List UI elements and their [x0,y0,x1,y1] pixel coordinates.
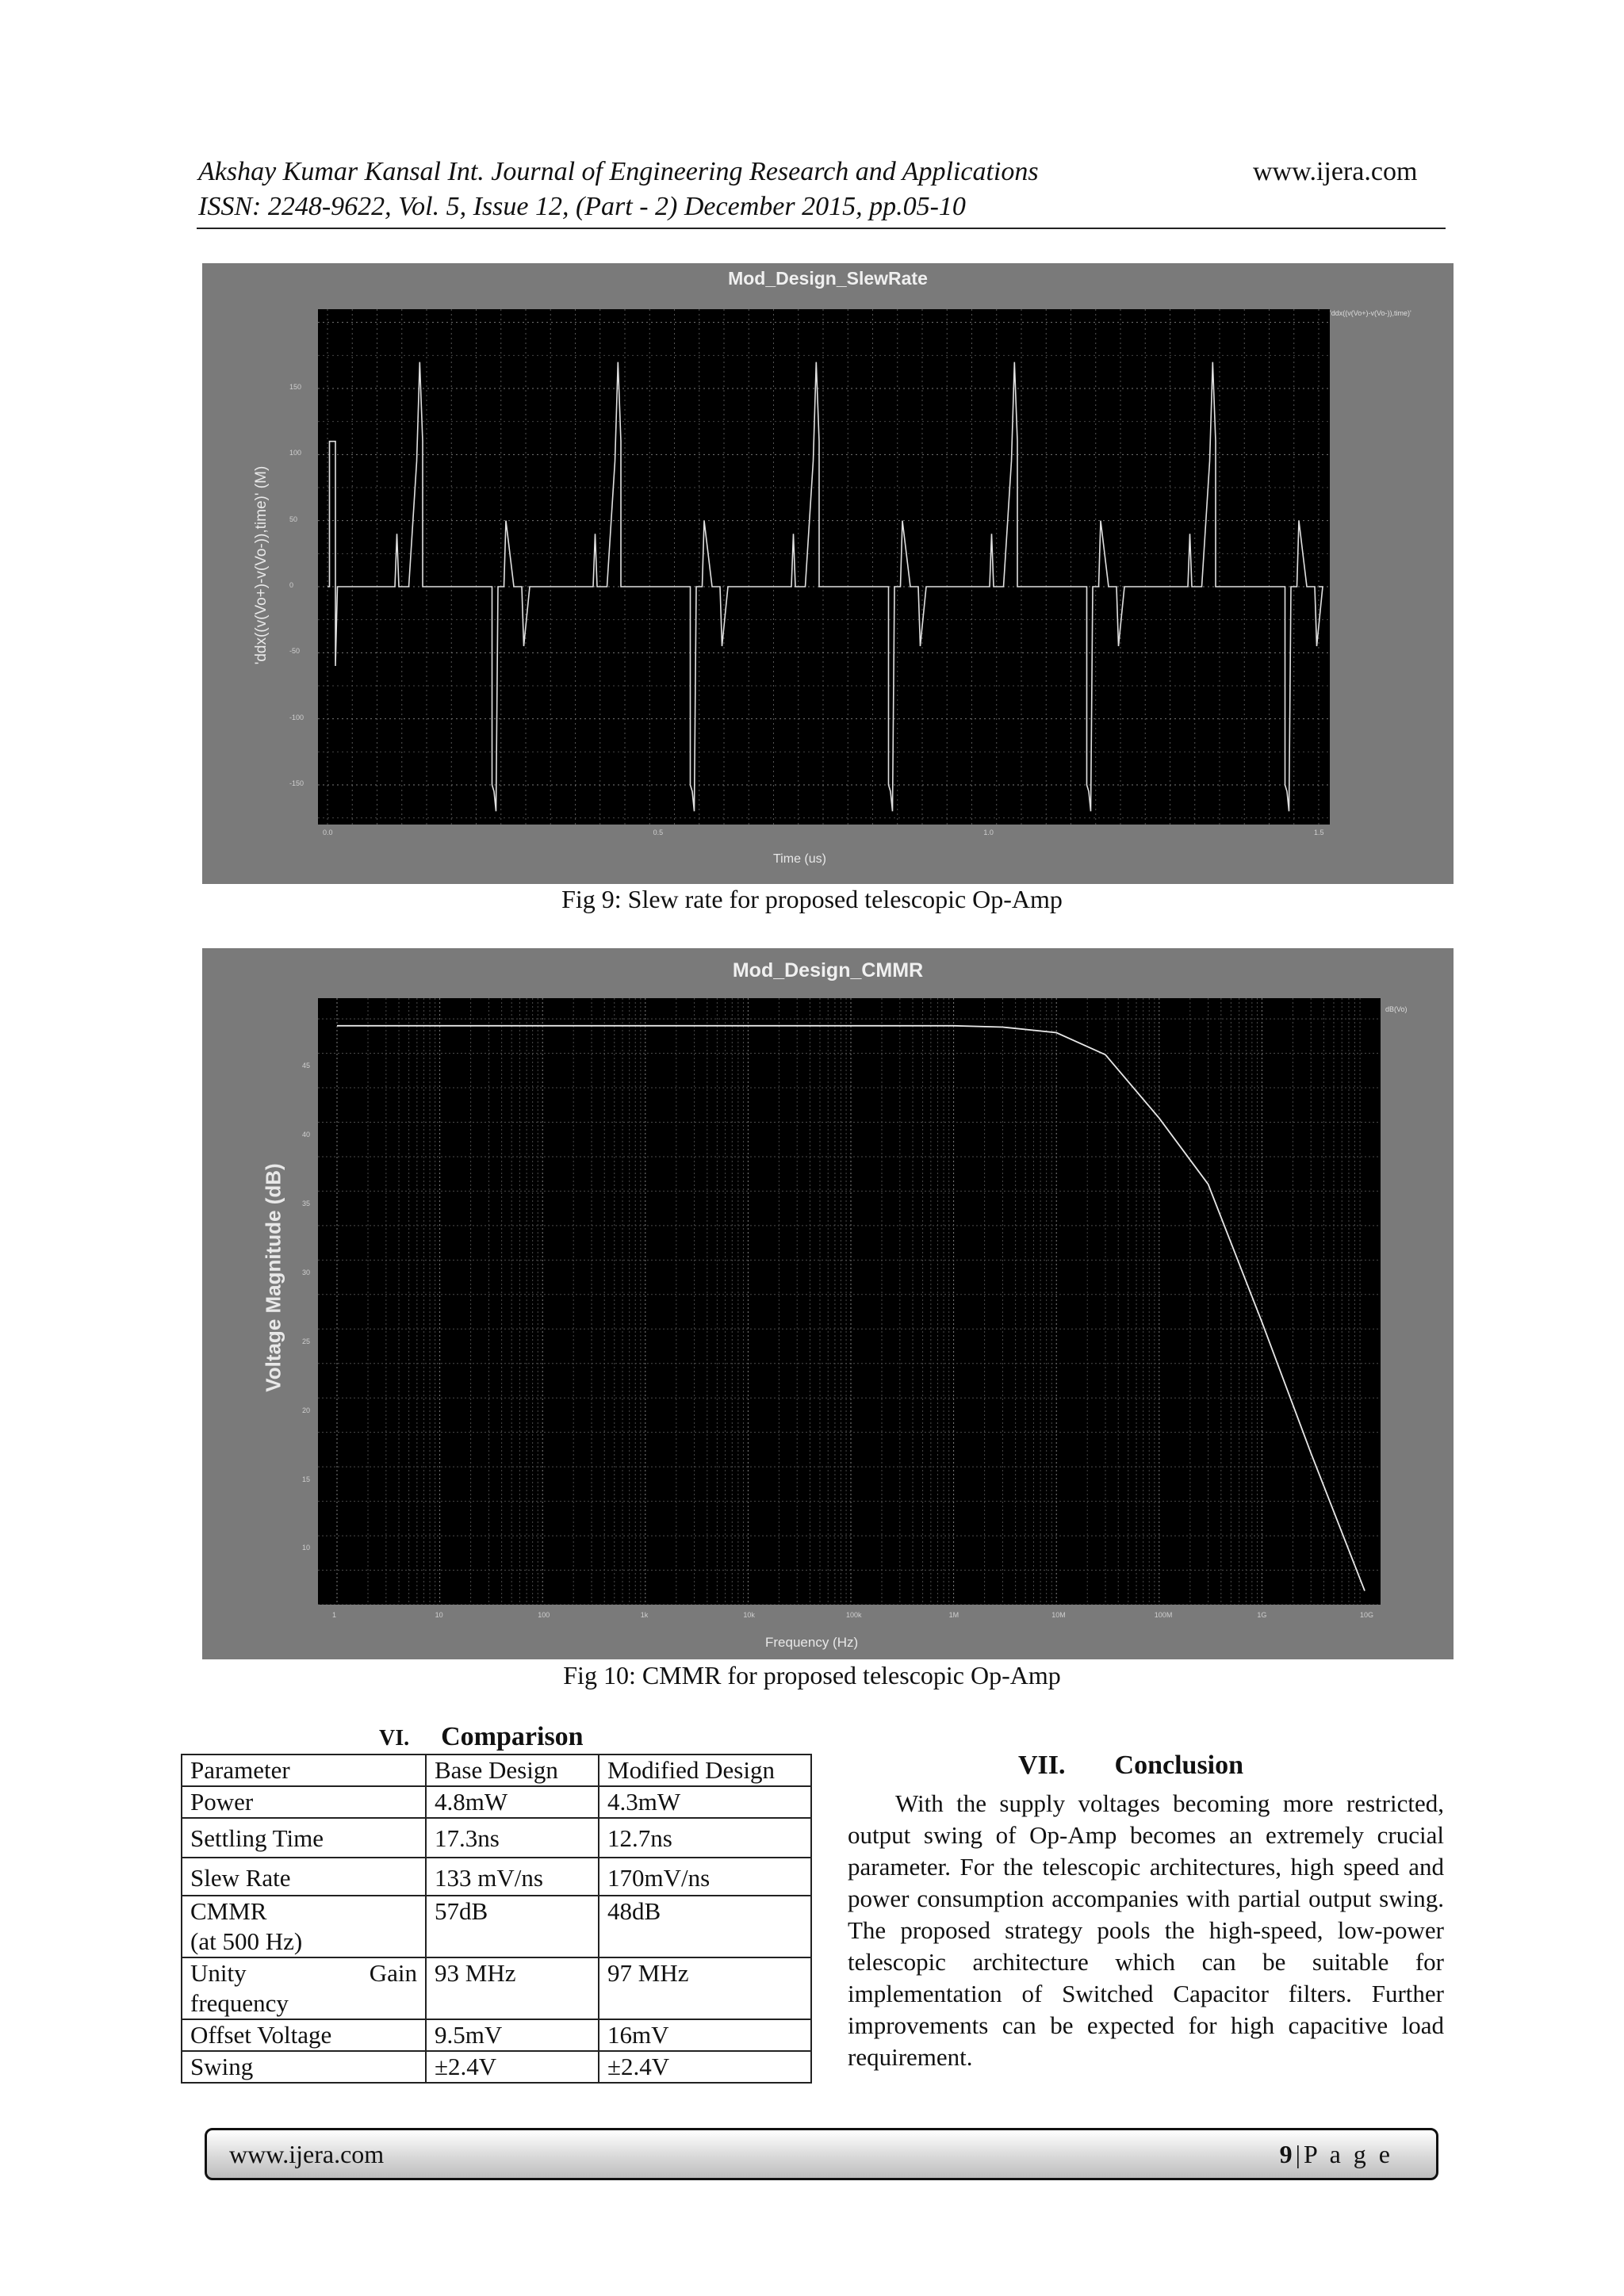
y-tick-label: 35 [302,1199,311,1207]
table-cell [182,1957,426,2019]
x-axis-label: Frequency (Hz) [765,1635,859,1650]
x-tick-label: 1k [640,1611,649,1619]
y-tick-label: 30 [302,1268,311,1276]
slew-rate-series-line [327,362,1323,812]
y-tick-label: 50 [289,515,298,523]
x-tick-label: 10M [1051,1611,1066,1619]
table-header-row [182,1755,811,1786]
table-cell: 9.5mV [426,2019,599,2051]
section-vi-heading [379,1722,584,1752]
header-rule [197,228,1446,229]
figure-slew-rate [202,263,1454,884]
y-tick-label: 45 [302,1061,311,1070]
y-axis-label: Voltage Magnitude (dB) [261,1163,285,1392]
table-cell: 57dB [426,1896,599,1957]
chart-title: Mod_Design_CMMR [732,959,924,982]
table-header: Base Design [426,1755,599,1786]
x-tick-label: 100 [538,1611,550,1619]
table-cell: ±2.4V [426,2051,599,2083]
cell-line [190,1958,417,1988]
figure-cmmr [202,948,1454,1659]
table-cell: Swing [182,2051,426,2083]
y-tick-label: -100 [289,713,304,721]
section-number: VII. [1018,1751,1066,1780]
figure-10-caption: Fig 10: CMMR for proposed telescopic Op-Amp [563,1661,1061,1689]
page-footer [205,2128,1438,2180]
y-tick-label: 150 [289,383,302,391]
cell-line: frequency [190,1989,289,2017]
table-row [182,1858,811,1896]
x-tick-label: 0.0 [323,828,333,836]
y-tick-label: 10 [302,1544,311,1552]
table-row [182,1957,811,2019]
y-tick-label: 40 [302,1130,311,1138]
table-row [182,1896,811,1957]
x-tick-label: 10k [743,1611,755,1619]
x-tick-label: 1 [332,1611,337,1619]
table-row [182,1786,811,1818]
journal-header-line1: Akshay Kumar Kansal Int. Journal of Engineering Research and Applications [198,157,1039,186]
x-axis-label: Time (us) [773,852,826,866]
table-cell: 16mV [599,2019,811,2051]
chart-title: Mod_Design_SlewRate [728,268,928,289]
y-tick-label: 0 [289,581,294,589]
x-tick-label: 1.0 [983,828,994,836]
table-row [182,2051,811,2083]
slew-rate-chart [318,309,1330,825]
y-tick-label: -50 [289,647,301,656]
footer-page [1280,2140,1393,2169]
x-tick-label: 1.5 [1314,828,1324,836]
section-title: Comparison [441,1722,584,1751]
table-cell: 17.3ns [426,1818,599,1858]
table-cell [182,1896,426,1957]
table-cell: 12.7ns [599,1818,811,1858]
y-axis-label: 'ddx((v(Vo+)-v(Vo-)),time)' (M) [253,465,270,665]
y-tick-label: 25 [302,1337,311,1345]
section-vii-heading [1018,1751,1243,1781]
plot-area [318,998,1381,1605]
table-row [182,1818,811,1858]
cmmr-chart [318,998,1381,1605]
conclusion-paragraph: With the supply voltages becoming more restricted, output swing of Op-Amp becomes an extremely crucial parameter. For the telescopic architectures, high speed and power consumption accompanies with partial output swing. The proposed strategy pools the high-speed, low-power telescopic architecture which can be suitable for implementation of Switched Capacitor filters. Further improvements can be expected for high capacitive load requirement. [848,1789,1444,2071]
y-tick-label: 20 [302,1406,311,1414]
table-cell: Settling Time [182,1818,426,1858]
table-cell: 93 MHz [426,1957,599,2019]
x-tick-label: 100k [846,1611,862,1619]
figure-9-caption: Fig 9: Slew rate for proposed telescopic Op-Amp [561,885,1063,913]
table-header: Parameter [182,1755,426,1786]
cell-line: CMMR [190,1897,267,1925]
table-cell: 48dB [599,1896,811,1957]
x-tick-label: 1G [1257,1611,1267,1619]
table-cell: 133 mV/ns [426,1858,599,1896]
table-cell: Power [182,1786,426,1818]
table-header: Modified Design [599,1755,811,1786]
table-cell: ±2.4V [599,2051,811,2083]
table-cell: 170mV/ns [599,1858,811,1896]
table-cell: 97 MHz [599,1957,811,2019]
cell-word: Unity [190,1959,247,1987]
table-cell: Slew Rate [182,1858,426,1896]
table-cell: Offset Voltage [182,2019,426,2051]
cell-word: Gain [369,1959,417,1987]
journal-website: www.ijera.com [1253,157,1418,186]
table-row [182,2019,811,2051]
plot-area [318,309,1330,825]
comparison-table [181,1754,812,2084]
table-cell: 4.8mW [426,1786,599,1818]
x-tick-label: 0.5 [653,828,664,836]
chart-legend: 'ddx((v(Vo+)-v(Vo-)),time)' [1330,309,1411,317]
chart-legend: dB(Vo) [1385,1005,1408,1013]
section-title: Conclusion [1114,1751,1244,1780]
footer-website: www.ijera.com [229,2140,385,2168]
y-tick-label: 100 [289,449,302,457]
cell-line: (at 500 Hz) [190,1927,303,1955]
x-tick-label: 100M [1154,1611,1173,1619]
y-tick-label: 15 [302,1475,311,1483]
x-tick-label: 1M [948,1611,959,1619]
x-tick-label: 10 [435,1611,443,1619]
table-cell: 4.3mW [599,1786,811,1818]
page-number: 9 [1279,2140,1296,2168]
y-tick-label: -150 [289,779,304,787]
page-label: |P a g e [1295,2140,1393,2168]
x-tick-label: 10G [1360,1611,1374,1619]
section-number: VI. [379,1726,410,1751]
journal-header-line2: ISSN: 2248-9622, Vol. 5, Issue 12, (Part - 2) December 2015, pp.05-10 [198,192,966,221]
